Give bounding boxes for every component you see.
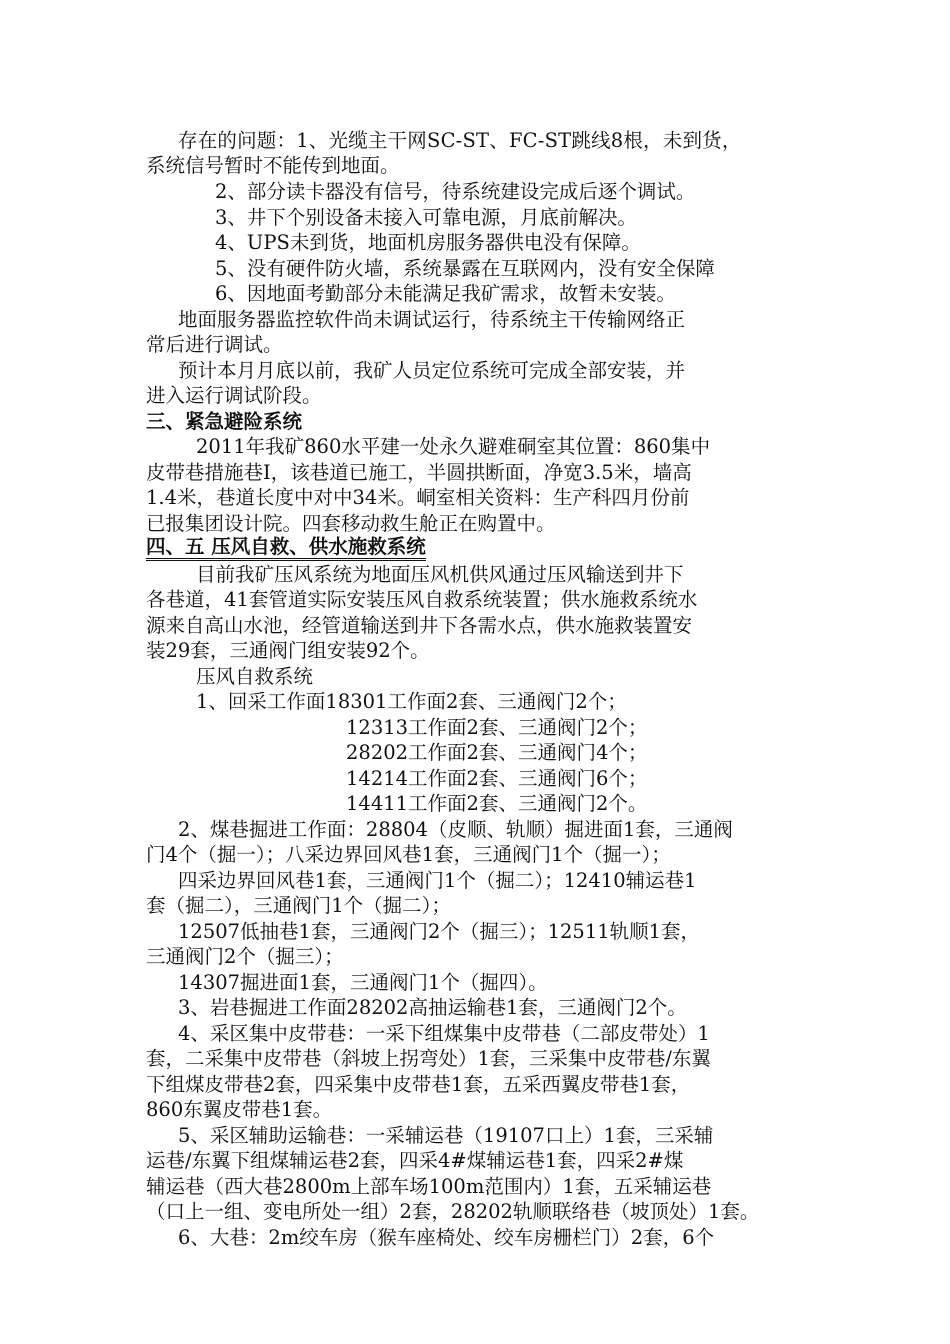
text-line — [0, 638, 950, 664]
text-line — [0, 944, 950, 970]
section-heading-3 — [0, 409, 950, 435]
line-text: 进入运行调试阶段。 — [146, 384, 322, 407]
text-line — [0, 205, 950, 231]
text-line — [0, 970, 950, 996]
line-text: 下组煤皮带巷2套，四采集中皮带巷1套，五采西翼皮带巷1套， — [146, 1073, 691, 1096]
text-line — [0, 817, 950, 843]
line-text: 套，二采集中皮带巷（斜坡上拐弯处）1套，三采集中皮带巷/东翼 — [146, 1047, 711, 1070]
line-text: 目前我矿压风系统为地面压风机供风通过压风输送到井下 — [196, 563, 684, 586]
text-line — [0, 281, 950, 307]
text-line — [0, 664, 950, 690]
text-line — [0, 689, 950, 715]
section-heading-4-5 — [0, 536, 950, 562]
text-line — [0, 307, 950, 333]
text-line — [0, 179, 950, 205]
text-line — [0, 613, 950, 639]
text-line — [0, 460, 950, 486]
line-text: 4、采区集中皮带巷：一采下组煤集中皮带巷（二部皮带处）1 — [178, 1022, 710, 1045]
text-line — [0, 562, 950, 588]
line-text: 辅运巷（西大巷2800m上部车场100m范围内）1套，五采辅运巷 — [146, 1175, 712, 1198]
line-text: 28202工作面2套、三通阀门4个； — [346, 741, 648, 764]
heading-text: 三、紧急避险系统 — [146, 410, 303, 433]
text-line — [0, 1021, 950, 1047]
text-line — [0, 256, 950, 282]
line-text: 2011年我矿860水平建一处永久避难硐室其位置：860集中 — [196, 435, 711, 458]
line-text: 已报集团设计院。四套移动救生舱正在购置中。 — [146, 512, 556, 535]
line-text: 1、回采工作面18301工作面2套、三通阀门2个； — [196, 690, 627, 713]
line-text: 皮带巷措施巷Ⅰ，该巷道已施工，半圆拱断面，净宽3.5米，墙高 — [146, 461, 692, 484]
text-line — [0, 587, 950, 613]
line-text: 三通阀门2个（掘三）； — [146, 945, 344, 968]
line-text: 14411工作面2套、三通阀门2个。 — [346, 792, 648, 815]
line-text: 5、没有硬件防火墙，系统暴露在互联网内，没有安全保障 — [215, 257, 715, 280]
text-line — [0, 1072, 950, 1098]
text-line — [0, 128, 950, 154]
line-text: 5、采区辅助运输巷：一采辅运巷（19107口上）1套，三采辅 — [178, 1124, 714, 1147]
text-line — [0, 153, 950, 179]
text-line — [0, 383, 950, 409]
text-line — [0, 1046, 950, 1072]
text-line — [0, 1174, 950, 1200]
text-line — [0, 919, 950, 945]
line-text: 压风自救系统 — [196, 665, 314, 688]
text-line — [0, 358, 950, 384]
text-line — [0, 1199, 950, 1225]
text-line — [0, 230, 950, 256]
line-text: 1.4米，巷道长度中对中34米。峒室相关资料：生产科四月份前 — [146, 486, 690, 509]
line-text: 系统信号暂时不能传到地面。 — [146, 154, 400, 177]
text-line — [0, 893, 950, 919]
text-line — [0, 332, 950, 358]
line-text: 门4个（掘一）；八采边界回风巷1套，三通阀门1个（掘一）； — [146, 843, 671, 866]
line-text: 6、因地面考勤部分未能满足我矿需求，故暂未安装。 — [215, 282, 676, 305]
heading-text: 四、五 压风自救、供水施救系统 — [146, 536, 426, 561]
text-line — [0, 868, 950, 894]
text-line — [0, 740, 950, 766]
line-text: 3、岩巷掘进工作面28202高抽运输巷1套，三通阀门2个。 — [178, 996, 687, 1019]
line-text: 860东翼皮带巷1套。 — [146, 1098, 333, 1121]
line-text: 预计本月月底以前，我矿人员定位系统可完成全部安装，并 — [178, 359, 686, 382]
line-text: 14214工作面2套、三通阀门6个； — [346, 767, 648, 790]
line-text: 源来自高山水池，经管道输送到井下各需水点，供水施救装置安 — [146, 614, 693, 637]
line-text: 存在的问题：1、光缆主干网SC-ST、FC-ST跳线8根，未到货， — [178, 129, 742, 152]
line-text: 2、部分读卡器没有信号，待系统建设完成后逐个调试。 — [215, 180, 696, 203]
text-line — [0, 715, 950, 741]
line-text: （口上一组、变电所处一组）2套，28202轨顺联络巷（坡顶处）1套。 — [146, 1200, 760, 1223]
line-text: 四采边界回风巷1套，三通阀门1个（掘二）；12410辅运巷1 — [178, 869, 697, 892]
text-line — [0, 995, 950, 1021]
line-text: 12313工作面2套、三通阀门2个； — [346, 716, 648, 739]
line-text: 地面服务器监控软件尚未调试运行，待系统主干传输网络正 — [178, 308, 686, 331]
text-line — [0, 1123, 950, 1149]
line-text: 2、煤巷掘进工作面：28804（皮顺、轨顺）掘进面1套，三通阀 — [178, 818, 733, 841]
text-line — [0, 842, 950, 868]
line-text: 3、井下个别设备未接入可靠电源，月底前解决。 — [215, 206, 637, 229]
text-line — [0, 1097, 950, 1123]
line-text: 12507低抽巷1套，三通阀门2个（掘三）；12511轨顺1套， — [178, 920, 701, 943]
line-text: 4、UPS未到货，地面机房服务器供电没有保障。 — [215, 231, 641, 254]
text-line — [0, 434, 950, 460]
line-text: 常后进行调试。 — [146, 333, 283, 356]
line-text: 运巷/东翼下组煤辅运巷2套，四采4#煤辅运巷1套，四采2#煤 — [146, 1149, 684, 1172]
text-line — [0, 485, 950, 511]
line-text: 各巷道，41套管道实际安装压风自救系统装置；供水施救系统水 — [146, 588, 698, 611]
line-text: 14307掘进面1套，三通阀门1个（掘四）。 — [178, 971, 548, 994]
text-line — [0, 1148, 950, 1174]
text-line — [0, 766, 950, 792]
text-line — [0, 791, 950, 817]
line-text: 6、大巷：2m绞车房（猴车座椅处、绞车房栅栏门）2套，6个 — [178, 1226, 715, 1249]
line-text: 套（掘二），三通阀门1个（掘二）； — [146, 894, 451, 917]
text-line — [0, 1225, 950, 1251]
text-line — [0, 511, 950, 537]
line-text: 装29套，三通阀门组安装92个。 — [146, 639, 430, 662]
